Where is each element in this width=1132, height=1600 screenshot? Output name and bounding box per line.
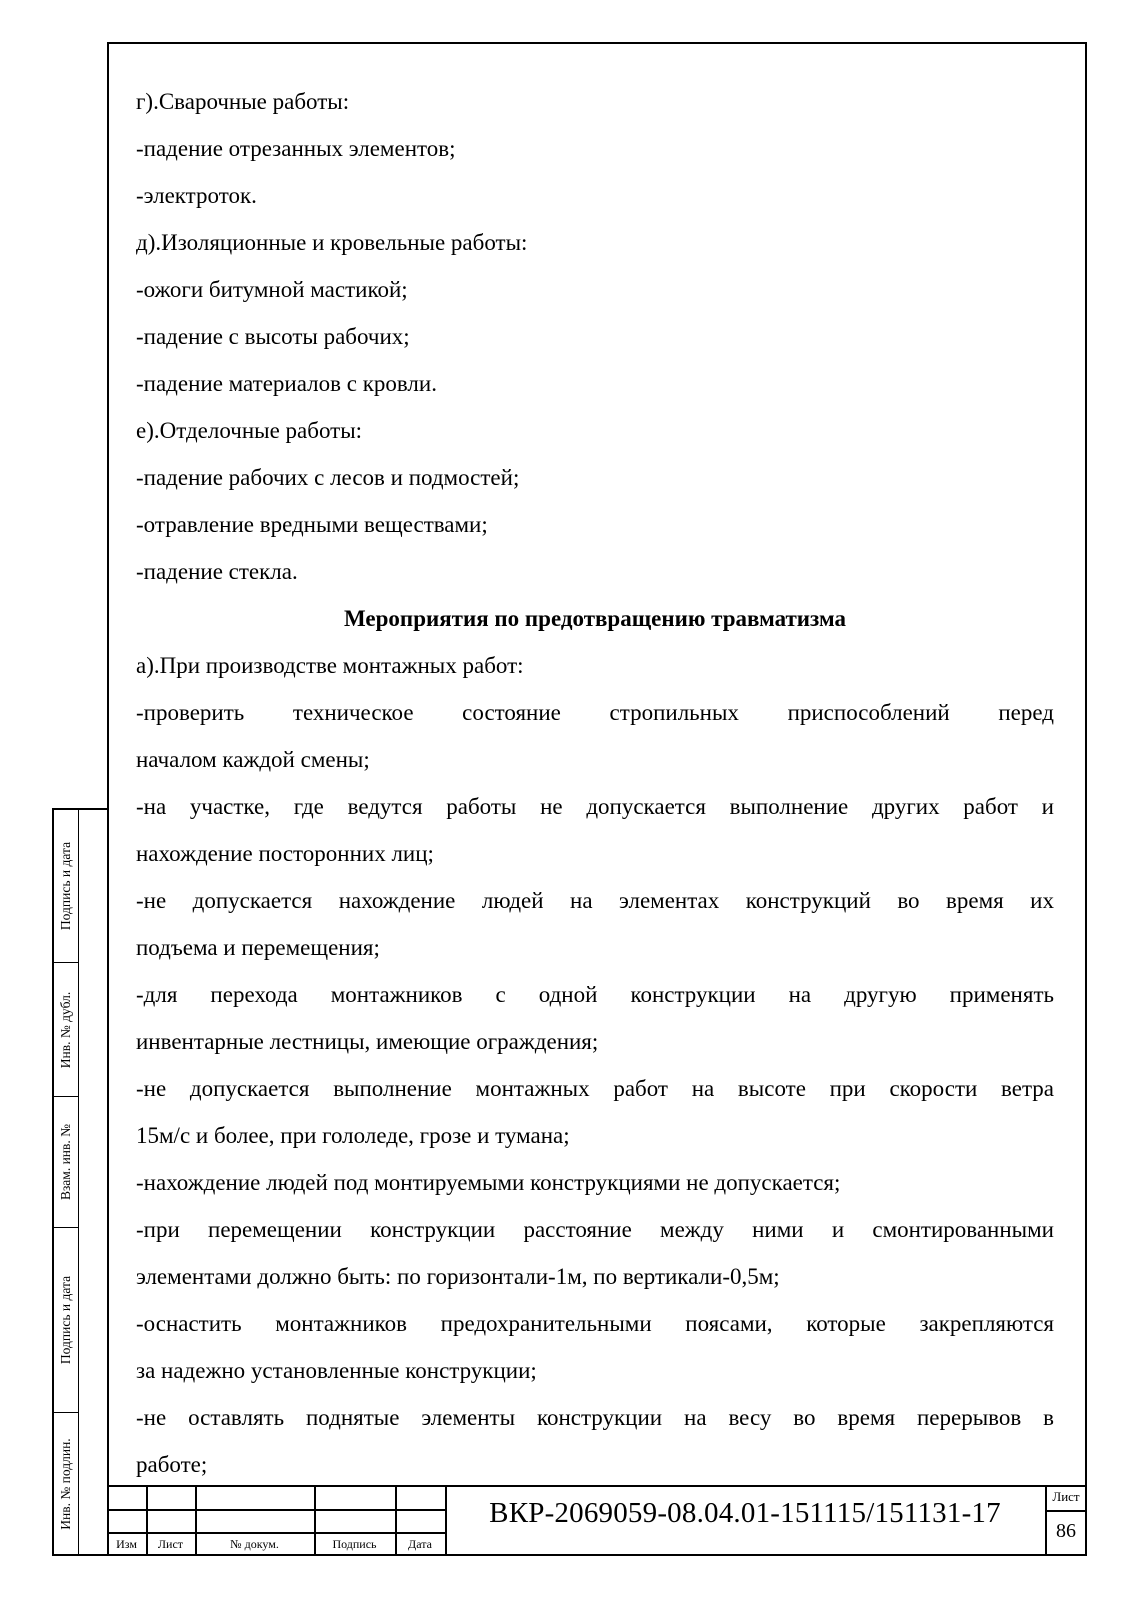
side-label: Инв. № подлин. [58, 1437, 73, 1530]
text-line: -для перехода монтажников с одной конструкции на другую применять [136, 982, 1054, 1007]
side-strip [52, 808, 107, 1556]
body-text [136, 78, 1054, 1488]
side-cell-sign-date-2 [54, 1228, 78, 1413]
side-cell-sign-date-1 [54, 810, 78, 963]
text-line: началом каждой смены; [136, 747, 370, 772]
side-cell-inv-dubl [54, 963, 78, 1097]
text-line: -оснастить монтажников предохранительными поясами, которые закрепляются [136, 1311, 1054, 1336]
col-docnum: № докум. [230, 1537, 279, 1551]
document-code: ВКР-2069059-08.04.01-151115/151131-17 [489, 1497, 1001, 1529]
side-label: Взам. инв. № [58, 1123, 73, 1201]
text-line: элементами должно быть: по горизонтали-1м, по вертикали-0,5м; [136, 1264, 780, 1289]
text-line: г).Сварочные работы: [136, 89, 350, 114]
col-list: Лист [157, 1537, 184, 1551]
text-line: е).Отделочные работы: [136, 418, 363, 443]
text-line: -падение материалов с кровли. [136, 371, 437, 396]
text-line: -падение стекла. [136, 559, 298, 584]
text-line: -на участке, где ведутся работы не допускается выполнение других работ и [136, 794, 1054, 819]
text-line: а).При производстве монтажных работ: [136, 653, 524, 678]
sheet-number: 86 [1056, 1520, 1076, 1542]
text-line: -не допускается нахождение людей на элементах конструкций во время их [136, 888, 1054, 913]
text-line: -падение с высоты рабочих; [136, 324, 410, 349]
text-line: -не допускается выполнение монтажных работ на высоте при скорости ветра [136, 1076, 1054, 1101]
text-line: -падение рабочих с лесов и подмостей; [136, 465, 520, 490]
text-line: 15м/с и более, при гололеде, грозе и тумана; [136, 1123, 570, 1148]
text-line: -нахождение людей под монтируемыми конструкциями не допускается; [136, 1170, 841, 1195]
side-cell-vzam-inv [54, 1097, 78, 1228]
text-line: за надежно установленные конструкции; [136, 1358, 537, 1383]
text-line: подъема и перемещения; [136, 935, 380, 960]
text-line: -ожоги битумной мастикой; [136, 277, 408, 302]
side-label: Подпись и дата [58, 1275, 73, 1365]
col-date: Дата [408, 1537, 432, 1551]
text-line: -электроток. [136, 183, 257, 208]
text-line: -отравление вредными веществами; [136, 512, 488, 537]
text-line: инвентарные лестницы, имеющие ограждения; [136, 1029, 599, 1054]
text-line: -проверить техническое состояние стропильных приспособлений перед [136, 700, 1054, 725]
section-heading: Мероприятия по предотвращению травматизма [344, 606, 846, 631]
col-sign: Подпись [332, 1537, 377, 1551]
text-line: -не оставлять поднятые элементы конструкции на весу во время перерывов в [136, 1405, 1054, 1430]
col-izm: Изм [116, 1537, 137, 1551]
side-label: Инв. № дубл. [58, 991, 73, 1068]
text-line: работе; [136, 1452, 208, 1477]
text-line: д).Изоляционные и кровельные работы: [136, 230, 528, 255]
text-line: нахождение посторонних лиц; [136, 841, 434, 866]
text-line: -падение отрезанных элементов; [136, 136, 456, 161]
sheet-label: Лист [1052, 1489, 1080, 1504]
text-line: -при перемещении конструкции расстояние между ними и смонтированными [136, 1217, 1054, 1242]
side-cell-inv-podl [54, 1413, 78, 1554]
side-label: Подпись и дата [58, 841, 73, 931]
